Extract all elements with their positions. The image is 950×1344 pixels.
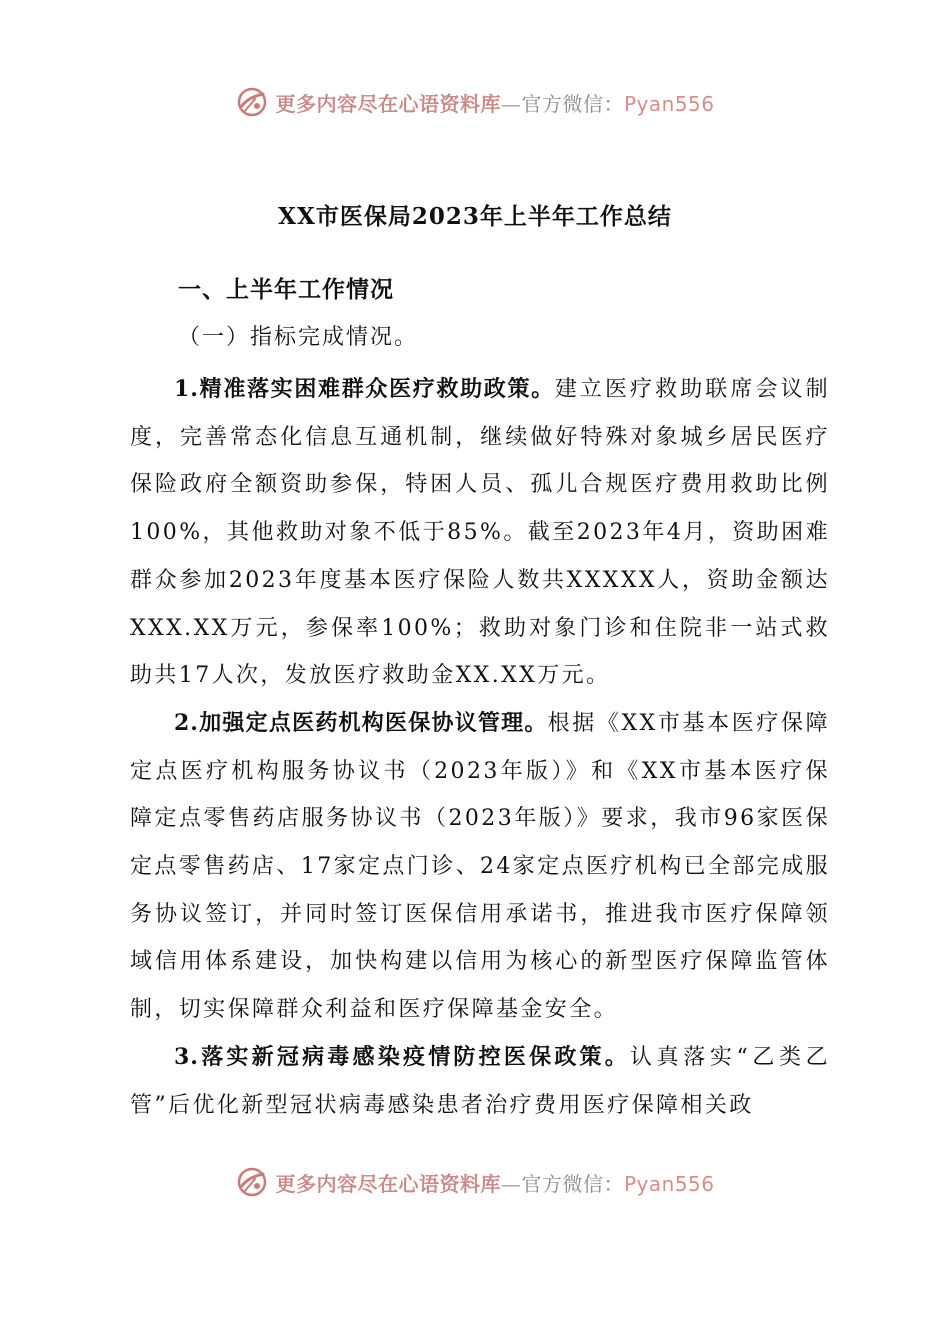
watermark-logo-icon [235,1165,269,1199]
subsection-heading: （一）指标完成情况。 [178,325,419,350]
paragraph-item-3 [130,1034,830,1129]
watermark-text [275,88,714,117]
watermark-main-text: 更多内容尽在心语资料库 [275,1171,501,1196]
watermark-wechat-id: Pyan556 [623,91,715,116]
watermark-wechat-id: Pyan556 [623,1171,715,1196]
paragraph-body: 认真落实“乙类乙管”后优化新型冠状病毒感染患者治疗费用医疗保障相关政 [130,1044,830,1118]
watermark-text [275,1168,714,1197]
document-body [130,270,830,1129]
watermark-dash: — [500,1171,522,1196]
paragraph-lead: 3.落实新冠病毒感染疫情防控医保政策。 [174,1043,630,1070]
paragraph-lead: 1.精准落实困难群众医疗救助政策。 [174,376,555,402]
watermark-dash: — [500,91,522,116]
watermark-header [0,82,950,122]
watermark-sub-text: 官方微信： [521,1171,624,1196]
watermark-main-text: 更多内容尽在心语资料库 [275,91,501,116]
paragraph-body: 根据《XX市基本医疗保障定点医疗机构服务协议书（2023年版）》和《XX市基本医疗保障定点零售药店服务协议书（2023年版）》要求，我市96家医保定点零售药店、17家定点门诊、24家定点医疗机构已全部完成服务协议签订，并同时签订医保信用承诺书，推进我市医疗保障领域信用体系建设，加快构建以信用为核心的新型医疗保障监管体制，切实保障群众利益和医疗保障基金安全。 [130,710,831,1023]
document-title: XX市医保局2023年上半年工作总结 [278,203,672,230]
watermark-logo-icon [235,85,269,119]
paragraph-item-1 [130,366,830,700]
watermark-sub-text: 官方微信： [521,91,624,116]
paragraph-item-2 [130,700,830,1034]
section-heading: 一、上半年工作情况 [178,276,394,303]
paragraph-body: 建立医疗救助联席会议制度，完善常态化信息互通机制，继续做好特殊对象城乡居民医疗保险政府全额资助参保，特困人员、孤儿合规医疗费用救助比例100%，其他救助对象不低于85%。截至2023年4月，资助困难群众参加2023年度基本医疗保险人数共XXXXX人，资助金额达XXX.XX万元，参保率100%；救助对象门诊和住院非一站式救助共17人次，发放医疗救助金XX.XX万元。 [130,377,831,689]
paragraph-lead: 2.加强定点医药机构医保协议管理。 [174,709,548,736]
watermark-footer [0,1162,950,1202]
